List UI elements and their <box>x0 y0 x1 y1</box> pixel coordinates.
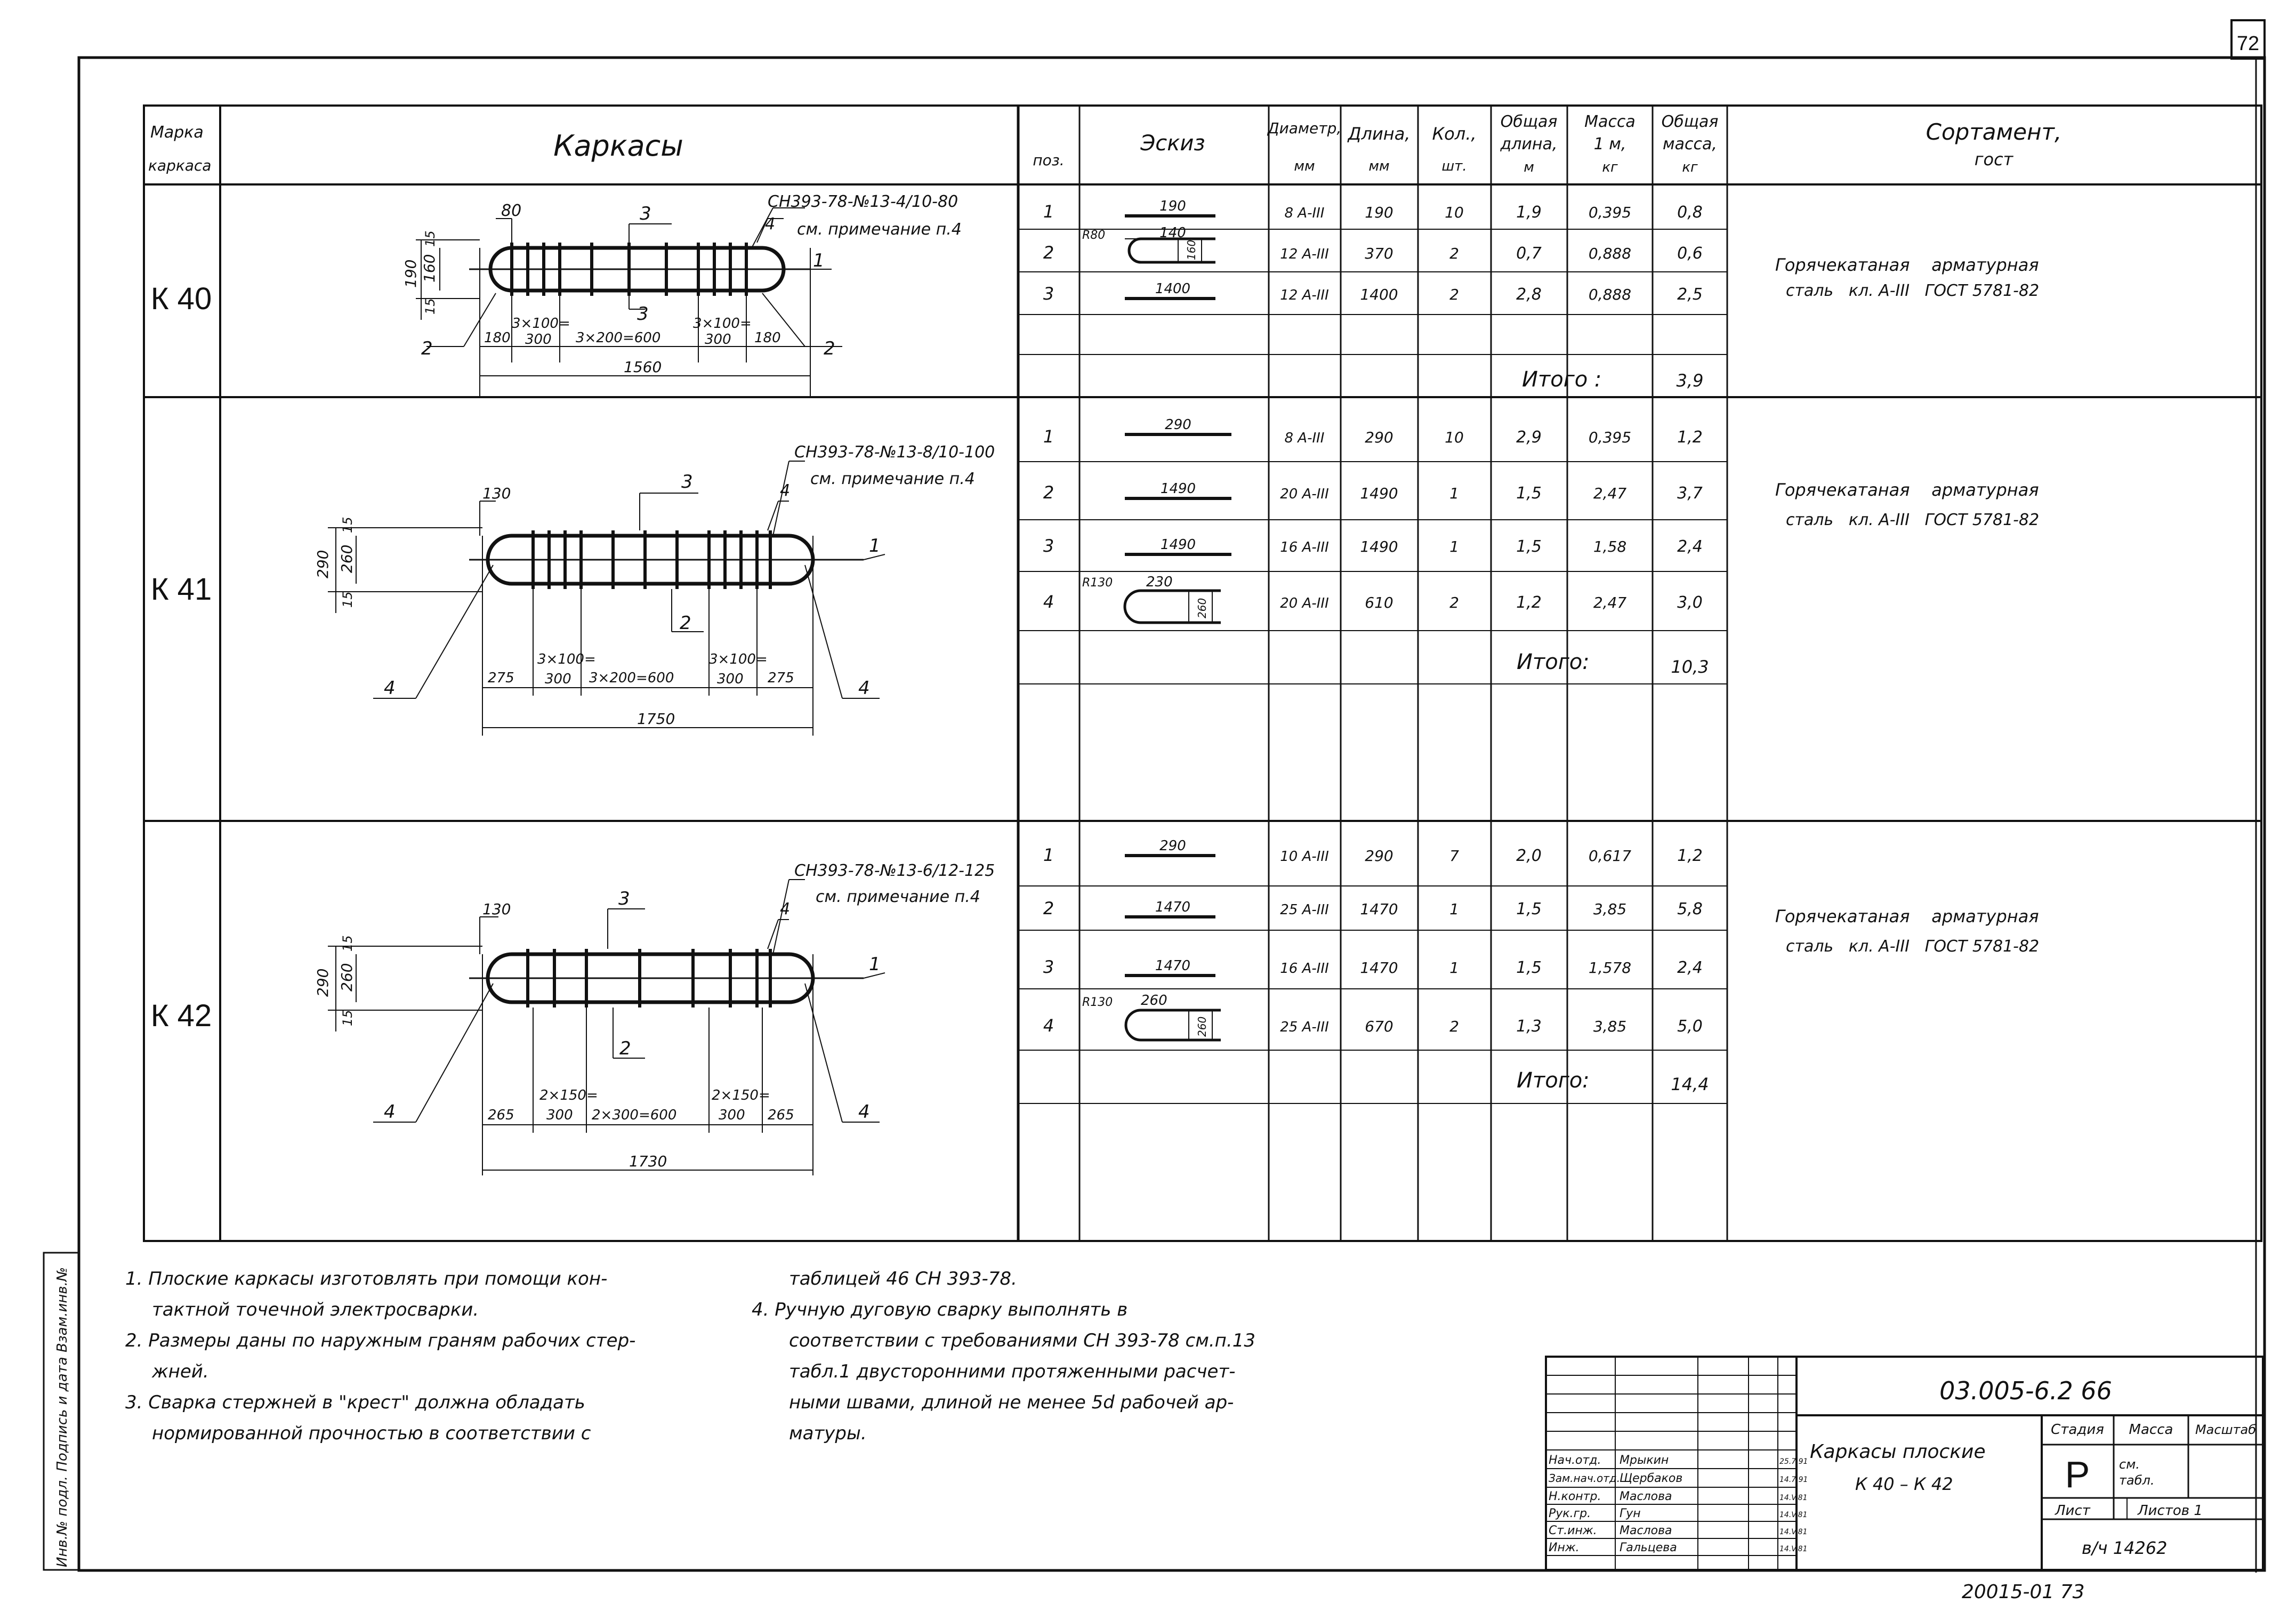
svg-text:1400: 1400 <box>1155 281 1191 297</box>
svg-text:1: 1 <box>869 954 881 975</box>
svg-text:80: 80 <box>501 201 522 220</box>
svg-text:15: 15 <box>340 517 355 533</box>
svg-text:4: 4 <box>1043 1015 1054 1036</box>
table-row <box>1043 574 1703 623</box>
svg-text:3,85: 3,85 <box>1593 1018 1627 1035</box>
svg-text:1560: 1560 <box>624 358 662 376</box>
svg-text:1470: 1470 <box>1155 899 1191 915</box>
svg-text:15: 15 <box>423 298 438 315</box>
k41-weld-ref: см. примечание п.4 <box>810 470 975 488</box>
table-header <box>148 112 2061 175</box>
svg-text:2: 2 <box>1449 594 1459 611</box>
svg-text:1: 1 <box>1043 845 1054 865</box>
svg-text:14.V.81: 14.V.81 <box>1779 1511 1808 1519</box>
svg-text:260: 260 <box>338 963 356 992</box>
svg-text:1: 1 <box>1043 201 1054 222</box>
svg-text:140: 140 <box>1159 225 1186 241</box>
svg-text:290: 290 <box>314 550 332 578</box>
table-row <box>1043 993 1703 1040</box>
note-1a: 1. Плоские каркасы изготовлять при помощи кон- <box>125 1268 608 1289</box>
svg-text:1470: 1470 <box>1360 959 1398 977</box>
svg-text:190: 190 <box>1159 198 1186 214</box>
svg-text:1,5: 1,5 <box>1516 958 1542 977</box>
frame-k41-drawing <box>314 443 995 736</box>
k41-assortment-2: сталь кл. A-III ГОСТ 5781-82 <box>1786 511 2040 529</box>
k40-assortment-2: сталь кл. A-III ГОСТ 5781-82 <box>1786 281 2040 300</box>
svg-text:Зам.нач.отд.: Зам.нач.отд. <box>1549 1472 1621 1485</box>
k42-total-label: Итого: <box>1517 1068 1590 1093</box>
svg-text:2×150=: 2×150= <box>712 1087 770 1103</box>
svg-text:160: 160 <box>1185 239 1198 260</box>
k42-assortment-2: сталь кл. A-III ГОСТ 5781-82 <box>1786 937 2040 956</box>
svg-text:1,2: 1,2 <box>1516 593 1542 612</box>
header-m1-3: кг <box>1602 159 1618 175</box>
svg-text:1: 1 <box>1449 485 1459 502</box>
svg-text:20 A-III: 20 A-III <box>1280 595 1329 611</box>
mass-value-1: см. <box>2119 1457 2140 1472</box>
table-row <box>1043 957 1703 977</box>
svg-text:300: 300 <box>719 1107 745 1123</box>
svg-text:10 A-III: 10 A-III <box>1280 849 1329 865</box>
svg-text:Н.контр.: Н.контр. <box>1549 1490 1601 1503</box>
svg-text:0,888: 0,888 <box>1588 286 1632 303</box>
svg-text:25 A-III: 25 A-III <box>1280 1019 1329 1035</box>
svg-text:3: 3 <box>1043 536 1054 556</box>
header-mark-1: Марка <box>150 123 204 142</box>
svg-text:4: 4 <box>780 900 791 918</box>
svg-text:3×100=: 3×100= <box>537 651 596 667</box>
svg-text:180: 180 <box>484 330 511 346</box>
svg-text:3,85: 3,85 <box>1593 900 1627 918</box>
header-tm-1: Общая <box>1661 112 1719 131</box>
svg-text:10: 10 <box>1445 429 1464 446</box>
svg-text:Гун: Гун <box>1620 1507 1641 1520</box>
svg-text:3: 3 <box>681 471 693 493</box>
svg-text:1490: 1490 <box>1360 538 1398 555</box>
svg-text:14.V.81: 14.V.81 <box>1779 1545 1808 1553</box>
note-1b: тактной точечной электросварки. <box>152 1299 479 1320</box>
table-row <box>1043 898 1703 918</box>
svg-text:3: 3 <box>1043 284 1054 304</box>
svg-text:Гальцева: Гальцева <box>1620 1541 1677 1554</box>
svg-text:4: 4 <box>384 1101 396 1123</box>
svg-text:290: 290 <box>1365 847 1393 865</box>
svg-text:1,5: 1,5 <box>1516 900 1542 918</box>
svg-text:1470: 1470 <box>1155 958 1191 974</box>
svg-text:Ст.инж.: Ст.инж. <box>1549 1524 1597 1537</box>
note-4d: ными швами, длиной не менее 5d рабочей ар- <box>789 1392 1234 1413</box>
header-frames: Каркасы <box>553 129 683 163</box>
mass-label: Масса <box>2129 1422 2173 1438</box>
svg-text:4: 4 <box>1043 592 1054 612</box>
svg-text:2,9: 2,9 <box>1516 428 1542 447</box>
header-sketch: Эскиз <box>1140 131 1205 156</box>
svg-text:2,5: 2,5 <box>1677 285 1703 304</box>
notes-left <box>125 1263 738 1449</box>
svg-text:3,7: 3,7 <box>1677 484 1703 503</box>
svg-text:0,7: 0,7 <box>1516 244 1542 263</box>
header-tlen-2: длина, <box>1500 135 1558 154</box>
header-length-1: Длина, <box>1348 124 1411 144</box>
svg-text:290: 290 <box>314 968 332 997</box>
svg-text:1: 1 <box>1449 538 1459 555</box>
svg-text:610: 610 <box>1365 594 1393 611</box>
svg-text:1,578: 1,578 <box>1588 959 1632 977</box>
note-4c: табл.1 двусторонними протяженными расчет- <box>789 1361 1236 1382</box>
svg-text:3: 3 <box>640 203 651 224</box>
mark-k40: К 40 <box>150 281 212 316</box>
svg-text:Щербаков: Щербаков <box>1620 1472 1683 1485</box>
svg-text:2: 2 <box>1449 245 1459 262</box>
svg-text:2: 2 <box>421 338 433 359</box>
svg-text:0,395: 0,395 <box>1588 204 1632 221</box>
svg-text:5,0: 5,0 <box>1677 1017 1703 1036</box>
svg-text:2: 2 <box>1449 1018 1459 1035</box>
svg-text:1: 1 <box>1449 900 1459 918</box>
k42-spec <box>1043 838 2039 1094</box>
page-number: 72 <box>2236 33 2260 55</box>
svg-text:20 A-III: 20 A-III <box>1280 486 1329 502</box>
svg-text:2×150=: 2×150= <box>539 1087 598 1103</box>
svg-text:8 A-III: 8 A-III <box>1284 205 1325 221</box>
svg-text:4: 4 <box>858 678 870 699</box>
svg-text:1750: 1750 <box>637 710 675 728</box>
header-diameter-2: мм <box>1294 158 1315 174</box>
svg-text:2×300=600: 2×300=600 <box>592 1107 677 1123</box>
svg-text:15: 15 <box>340 591 355 608</box>
svg-text:25.7.91: 25.7.91 <box>1779 1457 1808 1466</box>
note-3c: таблицей 46 СН 393-78. <box>789 1268 1017 1289</box>
note-4e: матуры. <box>789 1423 867 1444</box>
svg-text:300: 300 <box>717 671 744 687</box>
mark-k41: К 41 <box>150 572 212 607</box>
svg-text:130: 130 <box>482 900 511 918</box>
svg-text:1,9: 1,9 <box>1516 203 1542 222</box>
svg-text:2,8: 2,8 <box>1516 285 1542 304</box>
header-tm-3: кг <box>1682 159 1698 175</box>
scale-label: Масштаб <box>2195 1422 2257 1437</box>
svg-text:160: 160 <box>421 254 438 283</box>
frame-k42-drawing <box>314 861 995 1175</box>
notes-right <box>752 1263 1285 1449</box>
svg-text:Рук.гр.: Рук.гр. <box>1549 1507 1591 1520</box>
svg-text:130: 130 <box>482 485 511 502</box>
svg-text:Маслова: Маслова <box>1620 1490 1672 1503</box>
svg-text:0,395: 0,395 <box>1588 429 1632 446</box>
svg-text:25 A-III: 25 A-III <box>1280 902 1329 918</box>
svg-text:4: 4 <box>858 1101 870 1123</box>
stage-value: Р <box>2065 1454 2090 1495</box>
svg-text:8 A-III: 8 A-III <box>1284 430 1325 446</box>
svg-text:14.V.81: 14.V.81 <box>1779 1528 1808 1536</box>
title-line-2: К 40 – К 42 <box>1855 1474 1953 1494</box>
svg-text:1,5: 1,5 <box>1516 537 1542 556</box>
k42-assortment-1: Горячекатаная арматурная <box>1775 906 2039 926</box>
svg-text:4: 4 <box>765 215 776 233</box>
svg-text:12 A-III: 12 A-III <box>1280 246 1329 262</box>
svg-text:1,2: 1,2 <box>1677 847 1703 865</box>
k40-total-label: Итого : <box>1522 367 1602 392</box>
svg-text:370: 370 <box>1365 245 1393 262</box>
svg-text:2: 2 <box>1043 898 1054 918</box>
title-line-1: Каркасы плоские <box>1810 1441 1986 1463</box>
svg-text:12 A-III: 12 A-III <box>1280 287 1329 303</box>
table-row <box>1043 417 1703 447</box>
table-row <box>1043 225 1703 263</box>
header-mark-2: каркаса <box>148 157 212 174</box>
svg-text:265: 265 <box>488 1107 514 1123</box>
note-3a: 3. Сварка стержней в "крест" должна обладать <box>125 1392 585 1413</box>
k40-weld-note: СН393-78-№13-4/10-80 <box>768 192 958 211</box>
svg-text:1,5: 1,5 <box>1516 484 1542 503</box>
svg-text:1490: 1490 <box>1160 537 1196 553</box>
k41-assortment-1: Горячекатаная арматурная <box>1775 480 2039 500</box>
k42-weld-ref: см. примечание п.4 <box>816 888 980 906</box>
header-qty-1: Кол., <box>1432 124 1477 144</box>
svg-text:230: 230 <box>1146 574 1173 590</box>
svg-text:0,888: 0,888 <box>1588 245 1632 262</box>
svg-text:R130: R130 <box>1082 996 1113 1009</box>
header-diameter-1: Диаметр, <box>1267 119 1342 137</box>
k41-spec <box>1043 417 2039 677</box>
svg-text:300: 300 <box>546 1107 573 1123</box>
svg-text:2,47: 2,47 <box>1593 594 1627 611</box>
header-pos: поз. <box>1033 151 1065 169</box>
svg-text:275: 275 <box>488 670 514 686</box>
svg-text:300: 300 <box>705 332 731 348</box>
svg-text:4: 4 <box>384 678 396 699</box>
svg-text:275: 275 <box>768 670 794 686</box>
svg-text:0,617: 0,617 <box>1588 847 1632 865</box>
header-m1-2: 1 м, <box>1593 135 1626 154</box>
svg-text:3×200=600: 3×200=600 <box>589 670 674 686</box>
k42-weld-note: СН393-78-№13-6/12-125 <box>794 861 995 880</box>
svg-text:1: 1 <box>869 535 881 557</box>
frame-k40-drawing <box>402 192 962 397</box>
svg-text:2,4: 2,4 <box>1677 958 1703 977</box>
svg-text:R80: R80 <box>1082 229 1106 242</box>
header-assortment-2: гост <box>1974 149 2013 170</box>
svg-text:300: 300 <box>525 332 552 348</box>
svg-text:3: 3 <box>618 888 630 909</box>
svg-text:0,8: 0,8 <box>1677 203 1703 222</box>
svg-text:14.7.91: 14.7.91 <box>1779 1476 1808 1484</box>
note-2a: 2. Размеры даны по наружным граням рабочих стер- <box>125 1330 636 1351</box>
svg-text:2: 2 <box>1449 286 1459 303</box>
svg-text:15: 15 <box>340 935 355 952</box>
svg-text:1400: 1400 <box>1360 286 1398 303</box>
svg-text:180: 180 <box>754 330 781 346</box>
svg-text:10: 10 <box>1445 204 1464 221</box>
svg-text:3,0: 3,0 <box>1677 593 1703 612</box>
svg-text:2: 2 <box>824 338 835 359</box>
svg-text:1,3: 1,3 <box>1516 1017 1542 1036</box>
svg-text:260: 260 <box>1196 1016 1209 1037</box>
inventory-number: в/ч 14262 <box>2082 1538 2168 1558</box>
svg-text:7: 7 <box>1449 847 1459 865</box>
sheets-label: Листов 1 <box>2138 1503 2203 1519</box>
svg-text:1490: 1490 <box>1160 481 1196 497</box>
svg-text:290: 290 <box>1159 838 1186 854</box>
svg-text:1: 1 <box>1449 959 1459 977</box>
svg-text:Мрыкин: Мрыкин <box>1620 1454 1669 1467</box>
svg-text:1490: 1490 <box>1360 485 1398 502</box>
header-assortment-1: Сортамент, <box>1926 119 2062 145</box>
k40-total: 3,9 <box>1676 370 1704 391</box>
svg-text:2: 2 <box>619 1038 631 1059</box>
title-block <box>1546 1357 2263 1570</box>
k42-total: 14,4 <box>1671 1074 1709 1094</box>
svg-text:300: 300 <box>545 671 571 687</box>
svg-text:Нач.отд.: Нач.отд. <box>1549 1454 1601 1467</box>
header-tlen-1: Общая <box>1500 112 1558 131</box>
svg-text:265: 265 <box>768 1107 794 1123</box>
k40-spec <box>1043 198 2039 392</box>
svg-text:2,47: 2,47 <box>1593 485 1627 502</box>
svg-text:1: 1 <box>813 250 825 271</box>
table-row <box>1043 536 1703 556</box>
svg-text:670: 670 <box>1365 1018 1393 1035</box>
svg-text:2: 2 <box>1043 482 1054 503</box>
svg-text:3: 3 <box>637 303 649 325</box>
svg-text:2: 2 <box>1043 243 1054 263</box>
svg-text:3×100=: 3×100= <box>512 316 570 332</box>
svg-text:3×100=: 3×100= <box>709 651 768 667</box>
table-row <box>1043 481 1703 503</box>
k41-total: 10,3 <box>1671 657 1709 677</box>
svg-text:2,0: 2,0 <box>1516 847 1542 865</box>
svg-text:Инж.: Инж. <box>1549 1541 1580 1554</box>
note-4b: соответствии с требованиями СН 393-78 см.п.13 <box>789 1330 1255 1351</box>
k41-total-label: Итого: <box>1517 650 1590 674</box>
spec-table <box>144 106 2261 1241</box>
svg-text:1730: 1730 <box>629 1152 667 1170</box>
mass-value-2: табл. <box>2119 1473 2155 1488</box>
footer-code: 20015-01 73 <box>1962 1581 2085 1603</box>
mark-k42: К 42 <box>150 998 212 1033</box>
svg-text:2: 2 <box>680 612 691 634</box>
doc-code: 03.005-6.2 66 <box>1939 1376 2112 1405</box>
header-tm-2: масса, <box>1663 135 1717 154</box>
svg-text:290: 290 <box>1165 417 1191 433</box>
svg-text:2,4: 2,4 <box>1677 537 1703 556</box>
svg-text:16 A-III: 16 A-III <box>1280 961 1329 977</box>
header-length-2: мм <box>1368 158 1390 174</box>
svg-text:3×100=: 3×100= <box>693 316 752 332</box>
svg-text:15: 15 <box>423 230 438 247</box>
svg-text:0,6: 0,6 <box>1677 244 1703 263</box>
svg-text:1470: 1470 <box>1360 900 1398 918</box>
header-tlen-3: м <box>1524 159 1534 175</box>
svg-text:15: 15 <box>340 1010 355 1026</box>
table-row <box>1043 281 1703 304</box>
stage-label: Стадия <box>2051 1422 2104 1438</box>
svg-text:Маслова: Маслова <box>1620 1524 1672 1537</box>
table-row <box>1043 838 1703 865</box>
svg-text:190: 190 <box>1365 204 1393 221</box>
svg-text:260: 260 <box>1196 598 1209 618</box>
sheet-label: Лист <box>2055 1503 2090 1519</box>
note-2b: жней. <box>152 1361 209 1382</box>
svg-text:16 A-III: 16 A-III <box>1280 539 1329 555</box>
svg-text:1,58: 1,58 <box>1593 538 1627 555</box>
k40-assortment-1: Горячекатаная арматурная <box>1775 255 2039 275</box>
note-4a: 4. Ручную дуговую сварку выполнять в <box>752 1299 1128 1320</box>
svg-text:190: 190 <box>402 259 420 288</box>
table-row <box>1043 198 1703 222</box>
side-stamp-text: Инв.№ подл. Подпись и дата Взам.инв.№ <box>54 1267 70 1567</box>
svg-text:1: 1 <box>1043 426 1054 447</box>
header-m1-1: Масса <box>1584 112 1636 131</box>
k40-weld-ref: см. примечание п.4 <box>797 220 962 239</box>
svg-text:1,2: 1,2 <box>1677 428 1703 447</box>
svg-text:14.V.81: 14.V.81 <box>1779 1494 1808 1502</box>
svg-text:3: 3 <box>1043 957 1054 977</box>
k41-weld-note: СН393-78-№13-8/10-100 <box>794 443 995 462</box>
svg-text:290: 290 <box>1365 429 1393 446</box>
svg-text:5,8: 5,8 <box>1677 900 1703 918</box>
svg-text:260: 260 <box>1141 993 1167 1009</box>
svg-text:3×200=600: 3×200=600 <box>576 330 661 346</box>
svg-text:260: 260 <box>338 544 356 573</box>
note-3b: нормированной прочностью в соответствии с <box>152 1423 591 1444</box>
svg-text:R130: R130 <box>1082 576 1113 590</box>
svg-text:4: 4 <box>780 481 791 500</box>
header-qty-2: шт. <box>1441 158 1467 174</box>
